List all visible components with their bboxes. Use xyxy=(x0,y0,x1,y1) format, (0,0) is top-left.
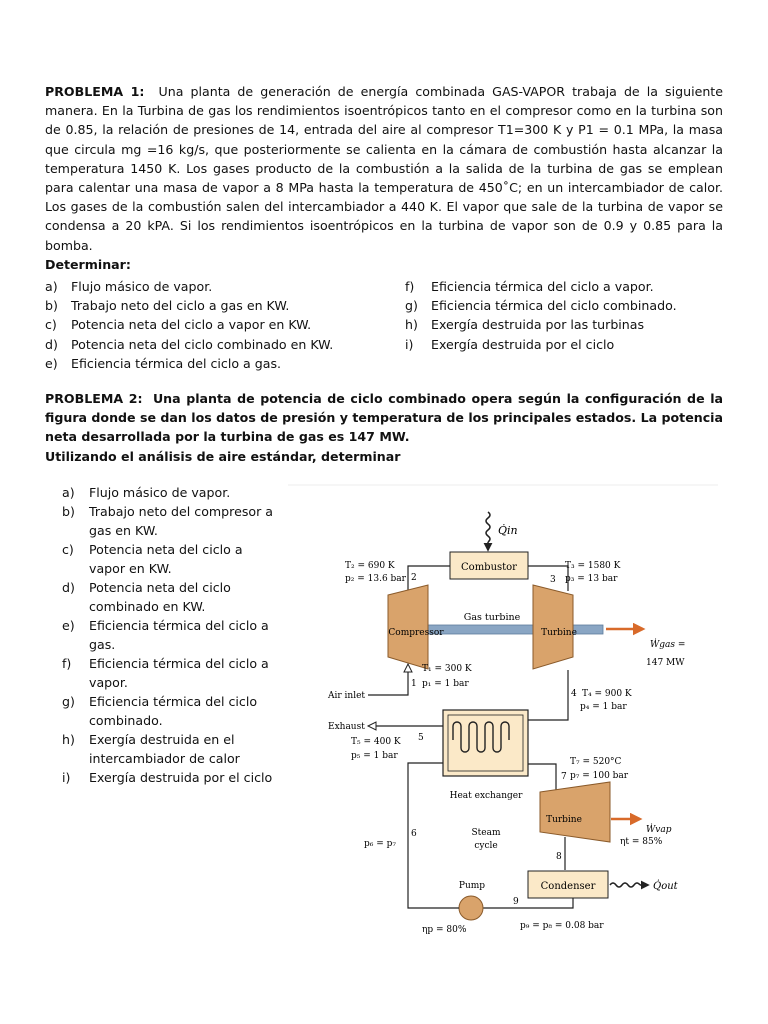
problem1-item-text: Eficiencia térmica del ciclo combinado. xyxy=(431,298,677,314)
combined-cycle-diagram xyxy=(288,482,728,952)
problem1-item-letter: h) xyxy=(405,317,418,333)
list-item xyxy=(62,730,277,768)
p4-label: p₄ = 1 bar xyxy=(580,702,627,712)
problem2-item-text: Potencia neta del ciclo a vapor en KW. xyxy=(89,542,243,576)
steam-turbine-label: Turbine xyxy=(546,815,582,825)
state-4-label: 4 xyxy=(571,689,577,699)
problem2-item-letter: i) xyxy=(62,770,71,785)
problem2-item-text: Exergía destruida en el intercambiador de calor xyxy=(89,732,240,766)
problem1-item-text: Exergía destruida por el ciclo xyxy=(431,336,615,352)
problem1-item-text: Flujo másico de vapor. xyxy=(71,279,213,294)
line-7 xyxy=(528,764,556,790)
list-item xyxy=(62,540,277,578)
problem2-item-text: Eficiencia térmica del ciclo combinado. xyxy=(89,694,258,728)
list-item xyxy=(405,277,677,296)
problem2-item-letter: h) xyxy=(62,732,75,747)
problem1-item-letter: g) xyxy=(405,298,418,314)
gas-turbine-label: Gas turbine xyxy=(463,612,521,623)
line-9 xyxy=(483,898,573,908)
problem2-paragraph xyxy=(45,389,723,466)
state-8-label: 8 xyxy=(556,852,562,862)
problem1-item-text: Potencia neta del ciclo a vapor en KW. xyxy=(71,317,312,333)
p9p8-label: p₉ = p₈ = 0.08 bar xyxy=(520,921,604,931)
problem2-heading: PROBLEMA 2: xyxy=(45,391,143,406)
t4-label: T₄ = 900 K xyxy=(582,689,632,699)
state-5-label: 5 xyxy=(418,733,424,743)
problem2-item-letter: a) xyxy=(62,485,75,500)
problem2-item-letter: e) xyxy=(62,618,75,633)
t2-label: T₂ = 690 K xyxy=(345,561,395,571)
problem2-item-letter: d) xyxy=(62,580,75,595)
problem1-paragraph xyxy=(45,82,723,274)
problem1-item-text: Potencia neta del ciclo combinado en KW. xyxy=(71,336,334,352)
steam-turbine-shape xyxy=(540,782,610,842)
condenser-label: Condenser xyxy=(540,881,596,892)
problem2-item-letter: c) xyxy=(62,542,74,557)
p5-label: p₅ = 1 bar xyxy=(351,751,398,761)
line-4 xyxy=(528,670,568,720)
exhaust-arrow xyxy=(368,722,376,730)
problem1-item-letter: e) xyxy=(45,355,58,371)
problem1-item-text: Eficiencia térmica del ciclo a vapor. xyxy=(431,279,654,294)
problem1-determine: Determinar: xyxy=(45,256,131,272)
state-1-label: 1 xyxy=(411,679,417,689)
problem1-list-left xyxy=(45,277,333,373)
problem2-item-text: Eficiencia térmica del ciclo a gas. xyxy=(89,618,269,652)
combustor-label: Combustor xyxy=(461,562,517,573)
t7-label: T₇ = 520°C xyxy=(570,757,622,767)
list-item xyxy=(62,654,277,692)
state-7-label: 7 xyxy=(561,772,567,782)
compressor-label: Compressor xyxy=(388,628,444,638)
list-item xyxy=(405,296,677,315)
list-item xyxy=(405,315,677,334)
state-3-label: 3 xyxy=(550,575,556,585)
w-vap-label: Ẇvap xyxy=(646,825,672,835)
air-inlet-label: Air inlet xyxy=(328,691,366,701)
list-item xyxy=(45,354,333,373)
problem2-item-letter: b) xyxy=(62,504,75,519)
t5-label: T₅ = 400 K xyxy=(351,737,401,747)
problem1-item-letter: b) xyxy=(45,298,58,314)
problem1-item-text: Exergía destruida por las turbinas xyxy=(431,317,645,333)
w-gas-value: 147 MW xyxy=(646,658,685,668)
problem2-item-text: Eficiencia térmica del ciclo a vapor. xyxy=(89,656,269,690)
q-in-label: Q̇in xyxy=(498,524,518,537)
eta-t-label: ηt = 85% xyxy=(620,837,663,847)
compressor-shape xyxy=(388,585,428,669)
list-item xyxy=(62,692,277,730)
problem1-item-letter: f) xyxy=(405,279,415,294)
list-item xyxy=(45,315,333,334)
state-9-label: 9 xyxy=(513,897,519,907)
w-gas-label: Ẇgas = xyxy=(650,640,686,650)
heat-exchanger-label: Heat exchanger xyxy=(449,791,523,801)
steam-cycle-label-2: cycle xyxy=(474,841,498,851)
p7-label: p₇ = 100 bar xyxy=(570,771,629,781)
problem2-item-text: Potencia neta del ciclo combinado en KW. xyxy=(89,580,231,614)
p1-label: p₁ = 1 bar xyxy=(422,679,469,689)
problem2-item-text: Exergía destruida por el ciclo xyxy=(89,770,273,785)
eta-p-label: ηp = 80% xyxy=(422,925,467,935)
exhaust-label: Exhaust xyxy=(328,722,365,732)
list-item xyxy=(62,616,277,654)
list-item xyxy=(45,277,333,296)
state-6-label: 6 xyxy=(411,829,417,839)
gas-turbine-shape xyxy=(533,585,573,669)
problem2-text: Una planta de potencia de ciclo combinado opera según la configuración de la figura donde se dan los datos de presión y temperatura de los principales estados. La potencia neta desarrollada por la turbina de gas es 147 MW. xyxy=(45,391,724,445)
pump-label: Pump xyxy=(458,881,486,891)
problem2-item-letter: g) xyxy=(62,694,75,709)
list-item xyxy=(62,483,277,502)
problem1-item-letter: c) xyxy=(45,317,57,333)
problem1-text: Una planta de generación de energía combinada GAS-VAPOR trabaja de la siguiente manera. En la Turbina de gas los rendimientos isoentrópicos tanto en el compresor como en la turbina son de 0.85, la relación de presiones de 14, entrada del aire al compresor T1=300 K y P1 = 0.1 MPa, la masa que circula mg =16 kg/s, que posteriormente se calienta en la cámara de combustión hasta alcanzar la temperatura 1450 K. Los gases producto de la combustión a la salida de la turbina de gas se emplean para calentar una masa de vapor a 8 MPa hasta la temperatura de 450˚C; en un intercambiador de calor. Los gases de la combustión salen del intercambiador a 440 K. El vapor que sale de la turbina de vapor se condensa a 20 kPA. Si los rendimientos isoentrópicos en la turbina de vapor son de 0.9 y 0.85 para la bomba. xyxy=(45,84,723,253)
list-item xyxy=(62,578,277,616)
problem2-item-text: Flujo másico de vapor. xyxy=(89,485,231,500)
problem1-item-text: Eficiencia térmica del ciclo a gas. xyxy=(71,355,282,371)
list-item xyxy=(45,335,333,354)
q-out-label: Q̇out xyxy=(653,881,678,892)
heat-out-wave xyxy=(610,883,640,887)
air-inlet-line xyxy=(368,670,408,695)
problem2-item-letter: f) xyxy=(62,656,72,671)
list-item xyxy=(45,296,333,315)
air-inlet-arrow xyxy=(404,664,412,672)
problem1-heading: PROBLEMA 1: xyxy=(45,84,145,99)
pump-shape xyxy=(459,896,483,920)
p3-label: p₃ = 13 bar xyxy=(565,574,618,584)
problem1-item-letter: i) xyxy=(405,336,414,352)
t3-label: T₃ = 1580 K xyxy=(565,561,621,571)
p2-label: p₂ = 13.6 bar xyxy=(345,574,406,584)
problem1-item-text: Trabajo neto del ciclo a gas en KW. xyxy=(71,298,290,314)
problem2-list xyxy=(62,483,277,787)
list-item xyxy=(405,335,677,354)
problem1-list-right xyxy=(405,277,677,354)
problem1-item-letter: d) xyxy=(45,336,58,352)
list-item xyxy=(62,502,277,540)
t1-label: T₁ = 300 K xyxy=(422,664,472,674)
turbine-label: Turbine xyxy=(541,628,577,638)
steam-cycle-label-1: Steam xyxy=(471,828,501,838)
problem1-item-letter: a) xyxy=(45,279,58,294)
list-item xyxy=(62,768,277,787)
problem2-item-text: Trabajo neto del compresor a gas en KW. xyxy=(89,504,273,538)
state-2-label: 2 xyxy=(411,573,417,583)
heat-in-arrow xyxy=(486,512,490,550)
problem2-subtext: Utilizando el análisis de aire estándar, determinar xyxy=(45,448,401,464)
p6p7-label: p₆ = p₇ xyxy=(364,839,397,849)
